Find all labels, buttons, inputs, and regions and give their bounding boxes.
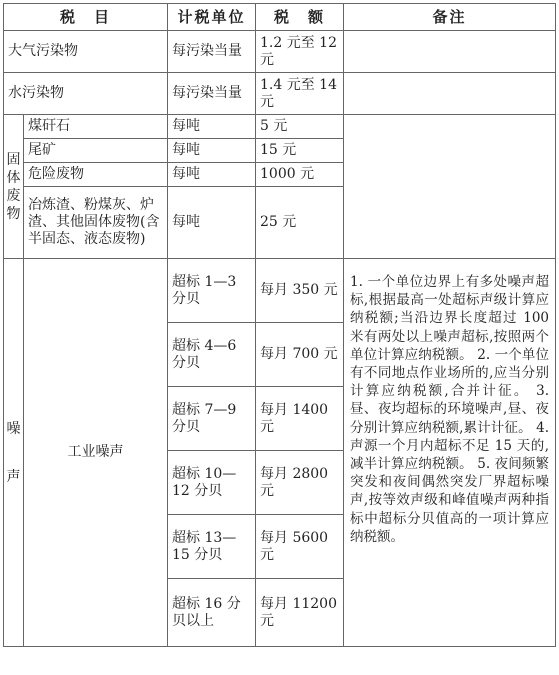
header-row [4, 4, 556, 31]
header-item: 税 目 [4, 4, 168, 31]
water-remark [344, 73, 556, 115]
solid-category [4, 115, 24, 259]
noise-amount: 每月 1400 元 [256, 387, 344, 451]
header-unit: 计税单位 [168, 4, 256, 31]
solid-remark [344, 115, 556, 259]
water-unit: 每污染当量 [168, 73, 256, 115]
noise-category-char: 声 [6, 468, 21, 485]
noise-unit: 超标 16 分贝以上 [168, 579, 256, 647]
solid-category-char: 固 [6, 151, 21, 168]
noise-unit: 超标 7—9 分贝 [168, 387, 256, 451]
solid-amount: 1000 元 [256, 163, 344, 187]
solid-amount: 5 元 [256, 115, 344, 139]
solid-item: 危险废物 [24, 163, 168, 187]
solid-amount: 15 元 [256, 139, 344, 163]
noise-unit: 超标 1—3 分贝 [168, 259, 256, 323]
noise-category-char: 噪 [6, 420, 21, 437]
noise-amount: 每月 350 元 [256, 259, 344, 323]
table-row-noise [4, 259, 556, 323]
tax-rate-table [3, 3, 556, 647]
solid-category-char: 物 [6, 205, 21, 222]
solid-unit: 每吨 [168, 187, 256, 259]
header-remark: 备注 [344, 4, 556, 31]
solid-amount: 25 元 [256, 187, 344, 259]
solid-category-char: 废 [6, 187, 21, 204]
solid-unit: 每吨 [168, 115, 256, 139]
table-row-air [4, 31, 556, 73]
air-item: 大气污染物 [4, 31, 168, 73]
noise-item: 工业噪声 [24, 259, 168, 647]
air-remark [344, 31, 556, 73]
table-row-solid [4, 115, 556, 139]
noise-amount: 每月 2800 元 [256, 451, 344, 515]
table-row-water [4, 73, 556, 115]
solid-category-char: 体 [6, 169, 21, 186]
solid-unit: 每吨 [168, 163, 256, 187]
solid-unit: 每吨 [168, 139, 256, 163]
noise-amount: 每月 11200 元 [256, 579, 344, 647]
noise-unit: 超标 4—6 分贝 [168, 323, 256, 387]
noise-unit: 超标 10—12 分贝 [168, 451, 256, 515]
solid-item: 冶炼渣、粉煤灰、炉渣、其他固体废物(含半固态、液态废物) [24, 187, 168, 259]
solid-item: 尾矿 [24, 139, 168, 163]
solid-item: 煤矸石 [24, 115, 168, 139]
water-amount: 1.4 元至 14元 [256, 73, 344, 115]
air-amount: 1.2 元至 12元 [256, 31, 344, 73]
noise-unit: 超标 13—15 分贝 [168, 515, 256, 579]
noise-remark: 1. 一个单位边界上有多处噪声超标,根据最高一处超标声级计算应纳税额;当沿边界长度超过 100 米有两处以上噪声超标,按照两个单位计算应纳税额。 2. 一个单位有不同地点作业场所的,应当分别计算应纳税额,合并计征。 3. 昼、夜均超标的环境噪声,昼、夜分别计算应纳税额,累计计征。 4. 声源一个月内超标不足 15 天的,减半计算应纳税额。 5. 夜间频繁突发和夜间偶然突发厂界超标噪声,按等效声级和峰值噪声两种指标中超标分贝值高的一项计算应纳税额。 [344, 259, 556, 647]
water-item: 水污染物 [4, 73, 168, 115]
noise-category [4, 259, 24, 647]
header-amount: 税 额 [256, 4, 344, 31]
noise-amount: 每月 700 元 [256, 323, 344, 387]
noise-amount: 每月 5600 元 [256, 515, 344, 579]
air-unit: 每污染当量 [168, 31, 256, 73]
